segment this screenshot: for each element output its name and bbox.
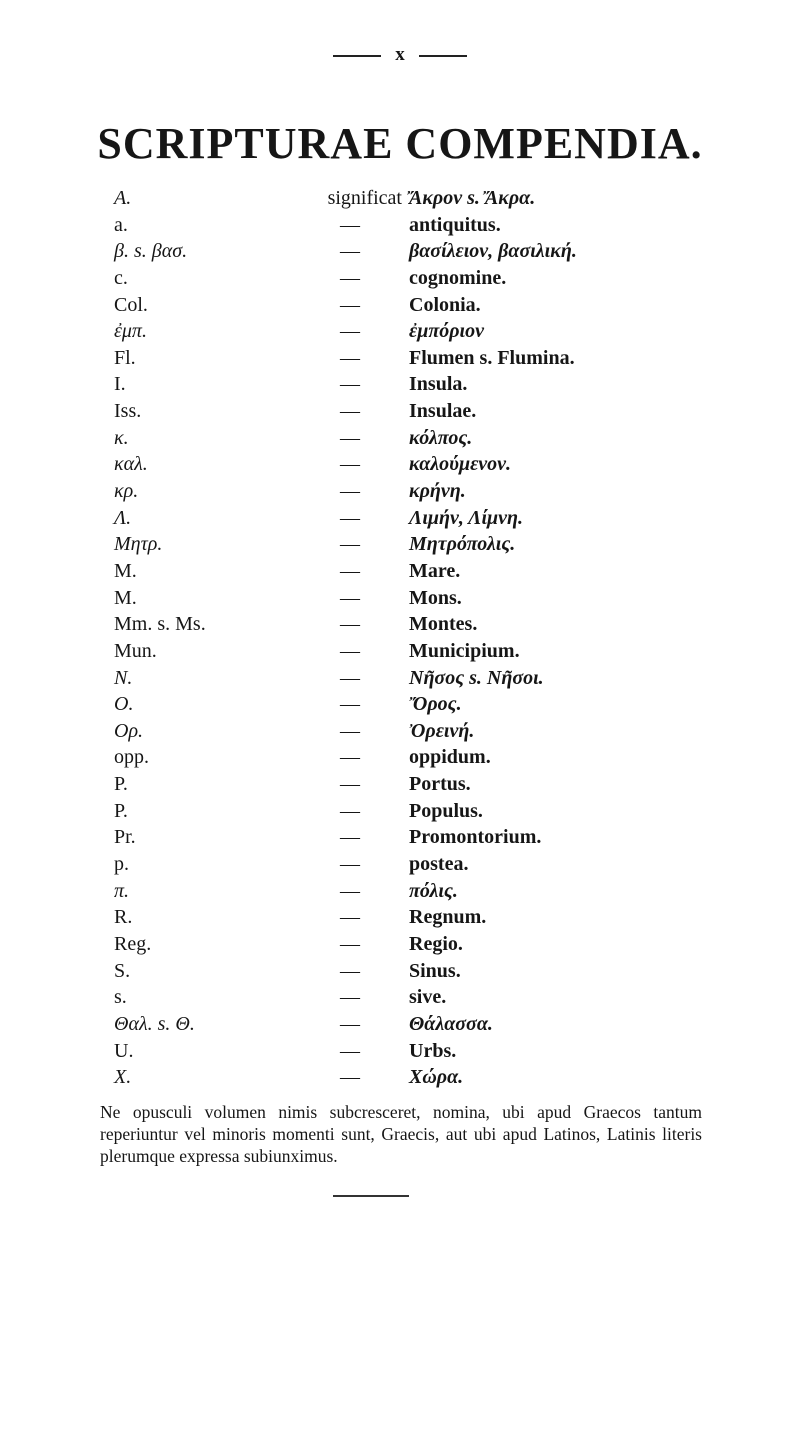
abbreviation-row bbox=[0, 585, 800, 612]
expansion: Promontorium. bbox=[409, 826, 542, 849]
ditto-dash: — bbox=[340, 346, 360, 369]
ditto-dash: — bbox=[340, 986, 360, 1009]
abbreviation: Fl. bbox=[114, 346, 136, 369]
ditto-dash: — bbox=[340, 746, 360, 769]
abbreviation: Θαλ. s. Θ. bbox=[114, 1012, 195, 1035]
ditto-dash: — bbox=[340, 266, 360, 289]
abbreviation: S. bbox=[114, 959, 131, 982]
ditto-dash: — bbox=[340, 293, 360, 316]
expansion: Municipium. bbox=[409, 639, 520, 662]
ditto-dash: — bbox=[340, 506, 360, 529]
abbreviation-row bbox=[0, 345, 800, 372]
abbreviation: Pr. bbox=[114, 826, 136, 849]
ditto-dash: — bbox=[340, 320, 360, 343]
abbreviation: π. bbox=[114, 879, 130, 902]
abbreviation-row bbox=[0, 665, 800, 692]
abbreviation-row bbox=[0, 611, 800, 638]
abbreviation: καλ. bbox=[114, 453, 148, 476]
expansion: Insulae. bbox=[409, 400, 477, 423]
abbreviation: κρ. bbox=[114, 480, 139, 503]
abbreviation-row bbox=[0, 984, 800, 1011]
abbreviation-row bbox=[0, 558, 800, 585]
ditto-dash: — bbox=[340, 693, 360, 716]
expansion: Montes. bbox=[409, 613, 478, 636]
abbreviation: U. bbox=[114, 1039, 134, 1062]
abbreviation-row bbox=[0, 478, 800, 505]
abbreviation: Λ. bbox=[114, 506, 132, 529]
ditto-dash: — bbox=[340, 773, 360, 796]
abbreviation: M. bbox=[114, 586, 137, 609]
ditto-dash: — bbox=[340, 453, 360, 476]
expansion: καλούμενον. bbox=[409, 453, 512, 476]
abbreviation: Mun. bbox=[114, 639, 157, 662]
ditto-dash: — bbox=[340, 213, 360, 236]
ditto-dash: — bbox=[340, 613, 360, 636]
expansion: Χώρα. bbox=[409, 1066, 464, 1089]
abbreviation: β. s. βασ. bbox=[114, 240, 188, 263]
ditto-dash: — bbox=[340, 959, 360, 982]
abbreviation-row bbox=[0, 771, 800, 798]
expansion: βασίλειον, βασιλική. bbox=[409, 240, 577, 263]
expansion: Mare. bbox=[409, 559, 461, 582]
abbreviation: O. bbox=[114, 693, 134, 716]
abbreviation-row bbox=[0, 718, 800, 745]
abbreviation: Ορ. bbox=[114, 719, 144, 742]
expansion: Θάλασσα. bbox=[409, 1012, 493, 1035]
abbreviation: Reg. bbox=[114, 932, 152, 955]
abbreviation-table bbox=[0, 185, 800, 1091]
ditto-dash: — bbox=[340, 240, 360, 263]
ditto-dash: — bbox=[340, 906, 360, 929]
ditto-dash: — bbox=[340, 400, 360, 423]
expansion: postea. bbox=[409, 853, 469, 876]
expansion: κόλπος. bbox=[409, 426, 473, 449]
abbreviation-row bbox=[0, 505, 800, 532]
ditto-dash: — bbox=[340, 719, 360, 742]
ditto-dash: — bbox=[340, 666, 360, 689]
abbreviation: a. bbox=[114, 213, 128, 236]
expansion: Colonia. bbox=[409, 293, 481, 316]
abbreviation: P. bbox=[114, 773, 128, 796]
abbreviation-row bbox=[0, 398, 800, 425]
abbreviation-row bbox=[0, 185, 800, 212]
expansion: sive. bbox=[409, 986, 447, 1009]
abbreviation-row bbox=[0, 1038, 800, 1065]
ditto-dash: — bbox=[340, 480, 360, 503]
expansion: oppidum. bbox=[409, 746, 491, 769]
left-dash bbox=[333, 55, 381, 57]
abbreviation-row bbox=[0, 371, 800, 398]
expansion: Sinus. bbox=[409, 959, 461, 982]
abbreviation-row bbox=[0, 638, 800, 665]
abbreviation: Col. bbox=[114, 293, 148, 316]
page-title: SCRIPTURAE COMPENDIA. bbox=[97, 119, 703, 168]
expansion: Regio. bbox=[409, 932, 463, 955]
bottom-rule bbox=[333, 1195, 409, 1197]
abbreviation-row bbox=[0, 824, 800, 851]
abbreviation-row bbox=[0, 212, 800, 239]
expansion: Mons. bbox=[409, 586, 462, 609]
abbreviation-row bbox=[0, 904, 800, 931]
abbreviation-row bbox=[0, 318, 800, 345]
expansion: Νῆσος s. Νῆσοι. bbox=[409, 666, 544, 689]
explanatory-note: Ne opusculi volumen nimis subcresceret, nomina, ubi apud Graecos tantum reperiuntur vel minoris momenti sunt, Graecis, aut ubi apud Latinos, Latinis literis plerumque expressa subiunximus. bbox=[100, 1102, 702, 1166]
abbreviation-row bbox=[0, 531, 800, 558]
abbreviation-row bbox=[0, 958, 800, 985]
abbreviation-row bbox=[0, 931, 800, 958]
ditto-dash: — bbox=[340, 426, 360, 449]
expansion: Insula. bbox=[409, 373, 468, 396]
abbreviation-row bbox=[0, 878, 800, 905]
abbreviation: M. bbox=[114, 559, 137, 582]
abbreviation: I. bbox=[114, 373, 126, 396]
abbreviation-row bbox=[0, 292, 800, 319]
page-number bbox=[0, 44, 800, 66]
abbreviation: c. bbox=[114, 266, 128, 289]
abbreviation: R. bbox=[114, 906, 133, 929]
abbreviation: Mm. s. Ms. bbox=[114, 613, 206, 636]
abbreviation: N. bbox=[114, 666, 133, 689]
expansion: Portus. bbox=[409, 773, 471, 796]
abbreviation-row bbox=[0, 1064, 800, 1091]
abbreviation-row bbox=[0, 425, 800, 452]
expansion: πόλις. bbox=[409, 879, 458, 902]
abbreviation-row bbox=[0, 744, 800, 771]
ditto-dash: — bbox=[340, 533, 360, 556]
abbreviation: ἐμπ. bbox=[114, 320, 147, 343]
expansion: Ὄρος. bbox=[409, 693, 462, 716]
abbreviation: s. bbox=[114, 986, 127, 1009]
abbreviation: Iss. bbox=[114, 400, 142, 423]
expansion: κρήνη. bbox=[409, 480, 466, 503]
abbreviation: X. bbox=[114, 1066, 132, 1089]
ditto-dash: — bbox=[340, 826, 360, 849]
abbreviation: Μητρ. bbox=[114, 533, 163, 556]
abbreviation: opp. bbox=[114, 746, 149, 769]
abbreviation-row bbox=[0, 691, 800, 718]
abbreviation: P. bbox=[114, 799, 128, 822]
expansion: Regnum. bbox=[409, 906, 487, 929]
ditto-dash: — bbox=[340, 639, 360, 662]
ditto-dash: — bbox=[340, 1039, 360, 1062]
ditto-dash: — bbox=[340, 879, 360, 902]
ditto-dash: — bbox=[340, 373, 360, 396]
expansion: cognomine. bbox=[409, 266, 507, 289]
expansion: Ὀρεινή. bbox=[409, 719, 475, 742]
expansion: Λιμήν, Λίμνη. bbox=[409, 506, 524, 529]
ditto-dash: — bbox=[340, 1012, 360, 1035]
abbreviation: κ. bbox=[114, 426, 129, 449]
abbreviation: p. bbox=[114, 853, 129, 876]
expansion: Flumen s. Flumina. bbox=[409, 346, 575, 369]
right-dash bbox=[419, 55, 467, 57]
abbreviation-row bbox=[0, 265, 800, 292]
expansion: Ἄκρον s. Ἄκρα. bbox=[409, 187, 536, 209]
ditto-dash: — bbox=[340, 799, 360, 822]
abbreviation: A. bbox=[114, 187, 132, 209]
page-number-text: x bbox=[395, 44, 405, 65]
expansion: antiquitus. bbox=[409, 213, 501, 236]
expansion: Μητρόπολις. bbox=[409, 533, 516, 556]
abbreviation-row bbox=[0, 1011, 800, 1038]
significat-label: significat bbox=[327, 187, 402, 209]
abbreviation-row bbox=[0, 238, 800, 265]
ditto-dash: — bbox=[340, 586, 360, 609]
ditto-dash: — bbox=[340, 559, 360, 582]
expansion: Urbs. bbox=[409, 1039, 457, 1062]
abbreviation-row bbox=[0, 451, 800, 478]
ditto-dash: — bbox=[340, 853, 360, 876]
abbreviation-row bbox=[0, 798, 800, 825]
expansion: Populus. bbox=[409, 799, 483, 822]
ditto-dash: — bbox=[340, 932, 360, 955]
expansion: ἐμπόριον bbox=[409, 320, 484, 343]
abbreviation-row bbox=[0, 851, 800, 878]
ditto-dash: — bbox=[340, 1066, 360, 1089]
